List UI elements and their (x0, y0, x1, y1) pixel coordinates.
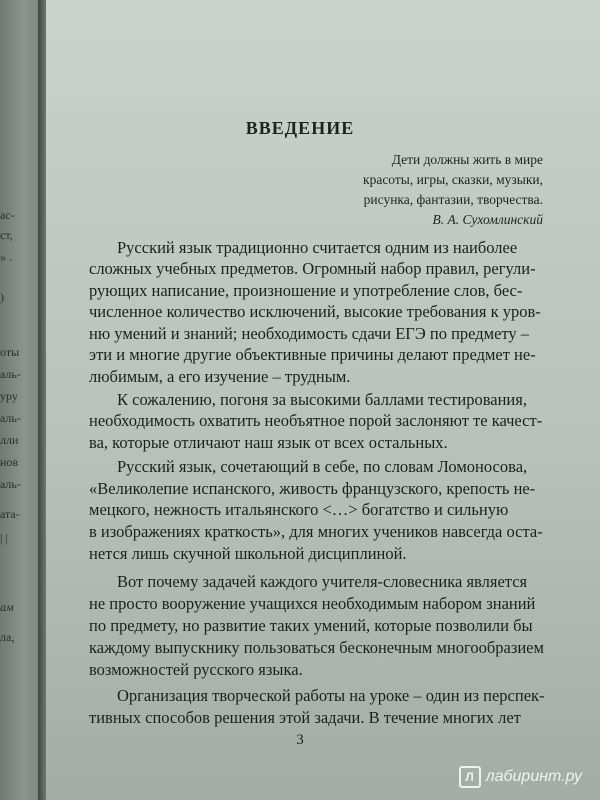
left-page-fragment: оты (0, 345, 20, 359)
body-line: рующих написание, произношение и употребление слов, бес- (89, 281, 523, 300)
body-line: мецкого, нежность итальянского <…> богатство и сильную (89, 500, 509, 519)
epigraph-author: В. А. Сухомлинский (432, 212, 543, 227)
body-line: не просто вооружение учащихся необходимым набором знаний (89, 594, 536, 613)
body-line: сложных учебных предметов. Огромный набор правил, регули- (89, 259, 536, 278)
left-page-fragment: лли (0, 433, 19, 447)
body-line: Организация творческой работы на уроке – один из перспек- (117, 686, 545, 705)
left-page-fragment: | | (0, 531, 8, 545)
body-line: «Великолепие испанского, живость французского, крепость не- (89, 479, 536, 498)
left-page-fragment: ла, (0, 630, 15, 644)
left-page-fragment: аль- (0, 411, 21, 425)
body-line: любимым, а его изучение – трудным. (89, 367, 351, 386)
page-number: 3 (296, 732, 304, 748)
body-line: К сожалению, погоня за высокими баллами тестирования, (117, 390, 527, 409)
body-line: Русский язык, сочетающий в себе, по словам Ломоносова, (117, 457, 528, 476)
left-page-fragment: ) (0, 290, 4, 304)
body-line: по предмету, но развитие таких умений, которые позволили бы (89, 616, 533, 635)
epigraph-line: Дети должны жить в мире (391, 152, 543, 167)
left-page-fragment: » . (0, 250, 12, 264)
epigraph-line: рисунка, фантазии, творчества. (363, 192, 543, 207)
watermark-logo (459, 766, 582, 788)
epigraph-line: красоты, игры, сказки, музыки, (363, 172, 543, 187)
left-page-fragment: аль- (0, 477, 21, 491)
body-line: ва, которые отличают наш язык от всех остальных. (89, 433, 448, 452)
left-page-fragment: уру (0, 389, 18, 403)
watermark-text: лабиринт.ру (485, 768, 582, 785)
body-line: нется лишь скучной школьной дисциплиной. (89, 544, 407, 563)
left-page-fragment: ст, (0, 228, 13, 242)
body-line: численное количество исключений, высокие требования к уров- (89, 302, 541, 321)
body-line: ню умений и знаний; необходимость сдачи ЕГЭ по предмету – (89, 324, 530, 343)
body-line: необходимость охватить необъятное порой заслоняют те качест- (89, 411, 543, 430)
body-line: в изображениях краткость», для многих учеников навсегда оста- (89, 522, 543, 541)
left-page-fragment: нов (0, 455, 19, 469)
body-line: эти и многие другие объективные причины делают предмет не- (89, 345, 536, 364)
body-line: каждому выпускнику пользоваться бесконечным многообразием (89, 638, 544, 657)
left-page-fragment: ата- (0, 507, 20, 521)
left-page-fragment: аль- (0, 367, 21, 381)
body-line: возможностей русского языка. (89, 660, 303, 679)
left-page-fragment: ам (0, 600, 14, 614)
chapter-title: ВВЕДЕНИЕ (245, 118, 355, 138)
body-line: Русский язык традиционно считается одним из наиболее (117, 238, 518, 257)
labirint-logo-icon: Л (459, 766, 481, 788)
body-line: тивных способов решения этой задачи. В течение многих лет (89, 708, 521, 727)
left-page-fragment: ас- (0, 208, 15, 222)
body-line: Вот почему задачей каждого учителя-словесника является (117, 572, 528, 591)
